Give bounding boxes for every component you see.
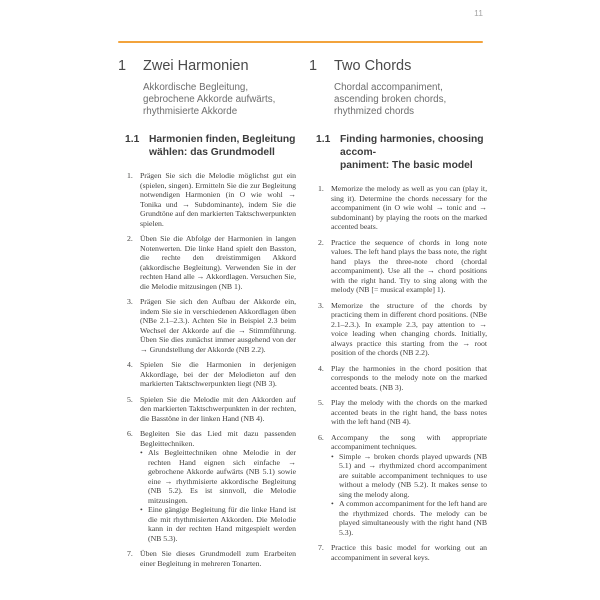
list-item-number: 7. — [318, 543, 324, 552]
list-item-text: Accompany the song with appropriate accompaniment techniques. — [331, 432, 487, 451]
bullet-marker: • — [331, 451, 334, 461]
list-item-number: 1. — [127, 171, 133, 180]
list-item-text: Üben Sie die Abfolge der Harmonien in langen Notenwerten. Die linke Hand spielt den Basston, die rechte den dreistimmigen Akkord (akkordische Begleitung). Verwenden Sie in der rechten Hand alle → Akkordlagen. Versuchen Sie, die Melodie mitzusingen (NB 1). — [140, 234, 296, 291]
list-item-number: 6. — [318, 432, 324, 442]
chapter-title: Two Chords — [334, 58, 412, 74]
list-item-text: Prägen Sie sich die Melodie möglichst gut ein (spielen, singen). Ermitteln Sie die zur Begleitung notwendigen Harmonien (in O wie wohl → Tonika und → Subdominante), indem Sie die Grundtöne auf den markierten Taktschwerpunkten spielen. — [140, 171, 296, 228]
list-item-text: Practice this basic model for working out an accompaniment in several keys. — [331, 543, 487, 562]
bullet-item — [331, 499, 487, 537]
bullet-text: Simple → broken chords played upwards (NB 5.1) and → rhythmized chord accompaniment are suitable accompaniment techniques to use without a melody (NB 5.2). It makes sense to sing the melody along. — [339, 451, 487, 499]
section-title-line: paniment: The basic model — [340, 160, 473, 171]
list-item — [318, 398, 487, 427]
list-item — [318, 238, 487, 295]
list-item-text: Memorize the structure of the chords by practicing them in different chord positions. (NBe 2.1–2.3.). In example 2.3, pay attention to → voice leading when changing chords. Initially, always practice this starting from the → root position of the chords (NB 2.2). — [331, 300, 487, 357]
content-columns — [118, 58, 487, 574]
list-item-number: 1. — [318, 184, 324, 193]
list-item-number: 3. — [127, 297, 133, 306]
bullet-text: Eine gängige Begleitung für die linke Hand ist die mit rhythmisierten Akkorden. Die Melodie kann in der rechten Hand mitgespielt werden (NB 5.3). — [148, 505, 296, 543]
list-item-text: Spielen Sie die Harmonien in derjenigen Akkordlage, bei der der Melodieton auf den markierten Taktschwerpunkten liegt (NB 3). — [140, 360, 296, 388]
bullet-item — [331, 452, 487, 500]
list-item-with-bullets — [331, 433, 487, 538]
list-item-text: Spielen Sie die Melodie mit den Akkorden auf den markierten Taktschwerpunkten in der rechten, die Basstöne in der linken Hand (NB 4). — [140, 394, 296, 423]
bullet-text: A common accompaniment for the left hand are the rhythmized chords. The melody can be played simultaneously with the right hand (NB 5.3). — [339, 499, 487, 537]
list-item — [318, 364, 487, 393]
list-item — [127, 360, 296, 389]
column-english — [309, 58, 487, 574]
list-item — [127, 297, 296, 354]
list-item-number: 5. — [318, 398, 324, 407]
bullet-marker: • — [140, 505, 143, 514]
section-number: 1.1 — [125, 134, 140, 145]
section-title — [149, 133, 295, 159]
bullet-marker: • — [331, 499, 334, 508]
list-item — [318, 543, 487, 562]
list-item-text: Üben Sie dieses Grundmodell zum Erarbeiten einer Begleitung in mehreren Tonarten. — [140, 549, 296, 568]
list-item — [127, 549, 296, 568]
subtitle-line: rhythmized chords — [334, 106, 415, 117]
subtitle-line: rhythmisierte Akkorde — [143, 106, 238, 117]
section-title — [340, 133, 487, 172]
accent-rule — [118, 41, 483, 43]
subtitle-line: gebrochene Akkorde aufwärts, — [143, 94, 276, 105]
instruction-list-german — [127, 171, 296, 568]
chapter-subtitle-english — [334, 82, 487, 118]
subtitle-line: ascending broken chords, — [334, 94, 447, 105]
chapter-heading-english — [309, 58, 487, 74]
chapter-number: 1 — [309, 58, 318, 74]
bullet-marker: • — [140, 448, 143, 457]
chapter-title: Zwei Harmonien — [143, 58, 249, 74]
list-item-number: 2. — [318, 237, 324, 247]
subtitle-line: Akkordische Begleitung, — [143, 82, 249, 93]
section-number: 1.1 — [316, 134, 331, 145]
chapter-heading-german — [118, 58, 296, 74]
list-item-number: 7. — [127, 549, 133, 558]
list-item-number: 5. — [127, 394, 133, 404]
list-item — [127, 234, 296, 291]
list-item-text: Memorize the melody as well as you can (play it, sing it). Determine the chords necessary for the accompaniment (in O wie wohl → tonic and → subdominant) by playing the roots on the marked accented beats. — [331, 184, 487, 231]
list-item — [318, 433, 487, 538]
section-heading-english — [316, 133, 487, 172]
list-item — [127, 171, 296, 228]
list-item-number: 3. — [318, 300, 324, 310]
list-item-text: Play the harmonies in the chord position that corresponds to the melody note on the marked accented beats. (NB 3). — [331, 363, 487, 392]
list-item-text: Prägen Sie sich den Aufbau der Akkorde ein, indem Sie sie in verschiedenen Akkordlagen üben (NBe 2.1–2.3.). Achten Sie in Beispiel 2.3 beim Wechsel der Akkorde auf die → Stimmführung. Üben Sie dies zunächst immer ausgehend von der → Grundstellung der Akkorde (NB 2.2). — [140, 297, 296, 354]
page-number: 11 — [474, 8, 483, 18]
bullet-text: Als Begleittechniken ohne Melodie in der rechten Hand eignen sich einfache → gebrochene Akkorde aufwärts (NB 5.1) sowie eine → rhythmisierte akkordische Begleitung (NB 5.2). Es ist sinnvoll, die Melodie mitzusingen. — [148, 448, 296, 505]
list-item — [318, 184, 487, 232]
section-title-line: Finding harmonies, choosing accom- — [340, 134, 484, 158]
list-item — [127, 395, 296, 424]
list-item-number: 6. — [127, 429, 133, 438]
list-item-text: Practice the sequence of chords in long note values. The left hand plays the bass note, the right hand plays the three-note chord (chordal accompaniment). Use all the → chord positions with the right hand. Try to sing along with the melody (NB [= musical example] 1). — [331, 237, 487, 294]
list-item-text: Begleiten Sie das Lied mit dazu passenden Begleittechniken. — [140, 429, 296, 448]
list-item — [318, 301, 487, 358]
list-item-number: 4. — [318, 363, 324, 373]
list-item — [127, 429, 296, 543]
section-heading-german — [125, 133, 296, 159]
list-item-with-bullets — [140, 429, 296, 543]
bullet-item — [140, 505, 296, 543]
list-item-number: 4. — [127, 360, 133, 369]
list-item-number: 2. — [127, 234, 133, 243]
subtitle-line: Chordal accompaniment, — [334, 82, 443, 93]
bullet-item — [140, 448, 296, 505]
chapter-number: 1 — [118, 58, 127, 74]
list-item-text: Play the melody with the chords on the marked accented beats in the right hand, the bass notes with the left hand (NB 4). — [331, 398, 487, 426]
chapter-subtitle-german — [143, 82, 296, 118]
instruction-list-english — [318, 184, 487, 562]
section-title-line: wählen: das Grundmodell — [149, 147, 275, 158]
column-german — [118, 58, 296, 574]
section-title-line: Harmonien finden, Begleitung — [149, 134, 296, 145]
